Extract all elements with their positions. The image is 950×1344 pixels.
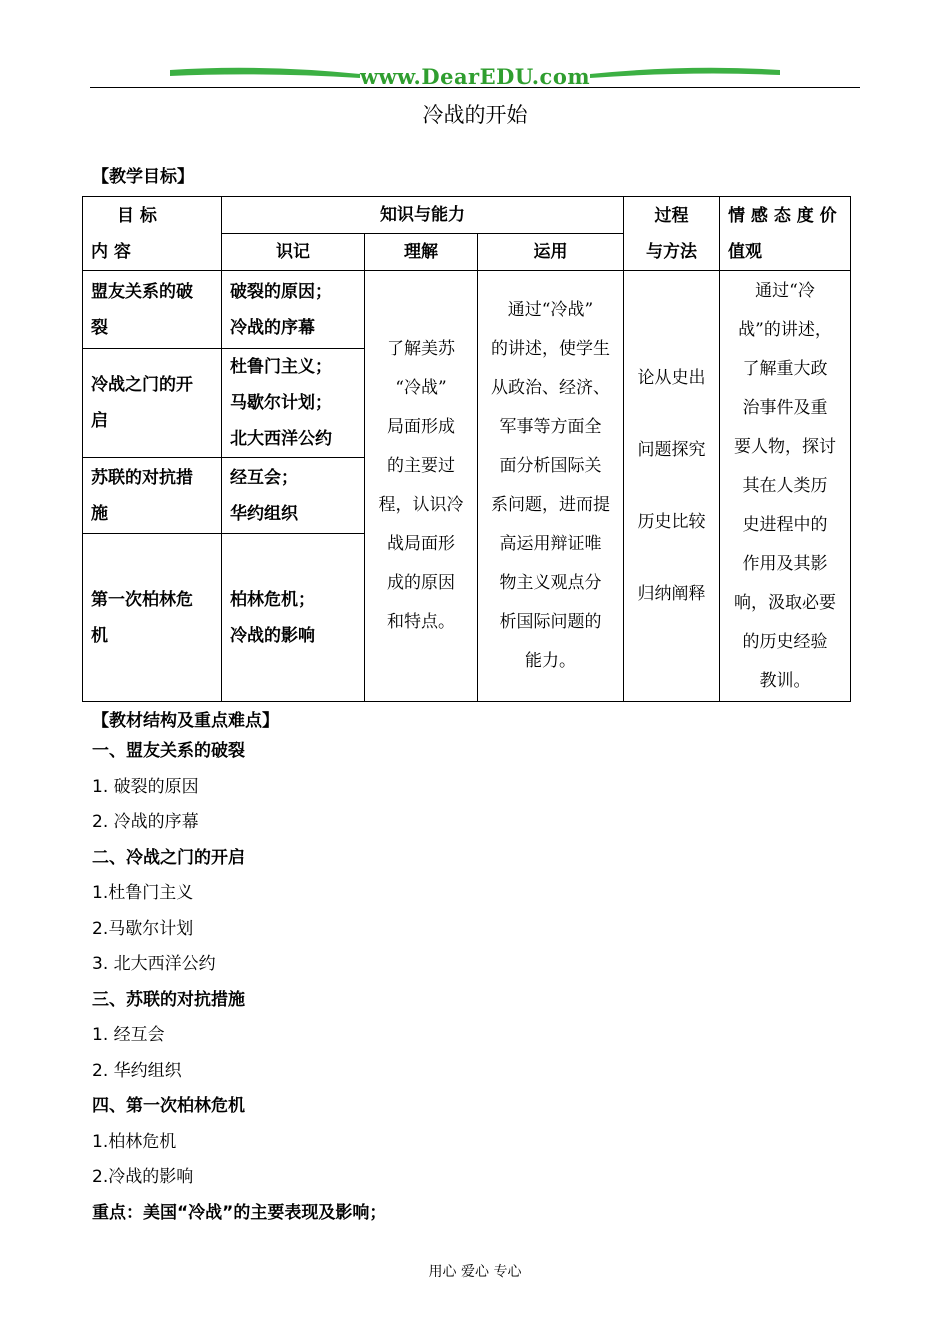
emotion-line: 要人物，探讨 bbox=[734, 436, 836, 457]
topic-line: 裂 bbox=[91, 317, 108, 338]
method-line: 历史比较 bbox=[637, 512, 706, 532]
topic-line: 机 bbox=[91, 625, 108, 646]
key-point-text: 重点：美国“冷战”的主要表现及影响； bbox=[92, 1203, 387, 1223]
recall-line: 杜鲁门主义； bbox=[230, 357, 332, 377]
header-process-line2: 与方法 bbox=[646, 241, 697, 262]
header-apply: 运用 bbox=[478, 234, 624, 271]
understand-line: 战局面形 bbox=[387, 534, 455, 554]
topic-line: 第一次柏林危 bbox=[91, 589, 193, 610]
emotion-line: 通过“冷 bbox=[755, 280, 815, 301]
header-rule bbox=[90, 87, 860, 88]
teaching-goals-table bbox=[82, 196, 851, 702]
topic-line: 施 bbox=[91, 503, 108, 524]
outline-item: 2. 华约组织 bbox=[92, 1060, 182, 1081]
recall-line: 柏林危机； bbox=[230, 589, 315, 610]
emotion-line: 战”的讲述， bbox=[738, 319, 832, 340]
header-emotion bbox=[720, 197, 851, 271]
method-line: 归纳阐释 bbox=[637, 584, 706, 604]
understand-line: 程，认识冷 bbox=[378, 495, 464, 515]
apply-line: 的讲述，使学生 bbox=[491, 339, 610, 359]
header-knowledge: 知识与能力 bbox=[222, 197, 624, 234]
outline-item: 1.柏林危机 bbox=[92, 1131, 177, 1152]
row-recall-4 bbox=[222, 534, 365, 702]
recall-line: 北大西洋公约 bbox=[230, 429, 332, 449]
apply-line: 从政治、经济、 bbox=[491, 378, 610, 398]
header-emotion-line1: 情 感 态 度 价 bbox=[728, 205, 837, 226]
understand-line: “冷战” bbox=[395, 378, 447, 398]
outline-item: 四、第一次柏林危机 bbox=[92, 1096, 245, 1116]
understand-cell bbox=[365, 271, 478, 702]
emotion-line: 其在人类历 bbox=[742, 475, 828, 496]
recall-line: 马歇尔计划； bbox=[230, 393, 332, 413]
understand-line: 局面形成 bbox=[387, 417, 455, 437]
method-line: 问题探究 bbox=[637, 440, 706, 460]
outline-item: 1. 破裂的原因 bbox=[92, 776, 199, 797]
emotion-line: 作用及其影 bbox=[742, 553, 828, 574]
header-recall: 识记 bbox=[222, 234, 365, 271]
page-footer: 用心 爱心 专心 bbox=[428, 1264, 522, 1280]
header-process-line1: 过程 bbox=[654, 205, 689, 226]
topic-line: 冷战之门的开 bbox=[91, 375, 193, 395]
emotion-cell bbox=[720, 271, 851, 702]
understand-line: 了解美苏 bbox=[387, 339, 455, 359]
apply-line: 军事等方面全 bbox=[499, 417, 602, 437]
emotion-line: 史进程中的 bbox=[742, 514, 828, 535]
header-banner bbox=[90, 62, 860, 90]
apply-line: 析国际问题的 bbox=[499, 612, 602, 632]
apply-line: 通过“冷战” bbox=[507, 300, 594, 320]
outline-item: 3. 北大西洋公约 bbox=[92, 954, 216, 974]
emotion-line: 治事件及重 bbox=[742, 397, 828, 418]
header-understand: 理解 bbox=[365, 234, 478, 271]
document-title: 冷战的开始 bbox=[422, 103, 528, 127]
emotion-line: 了解重大政 bbox=[742, 358, 828, 379]
structure-outline bbox=[92, 734, 245, 1196]
corner-top-label: 目 标 bbox=[117, 205, 157, 226]
recall-line: 冷战的影响 bbox=[230, 625, 315, 646]
apply-line: 物主义观点分 bbox=[499, 573, 602, 593]
outline-item: 二、冷战之门的开启 bbox=[92, 847, 245, 868]
apply-cell bbox=[478, 271, 624, 702]
outline-item: 1. 经互会 bbox=[92, 1025, 165, 1045]
apply-line: 系问题，进而提 bbox=[491, 495, 610, 515]
method-line: 论从史出 bbox=[637, 368, 706, 388]
site-logo-text: www.DearEDU.com bbox=[359, 64, 591, 89]
row-topic-2 bbox=[83, 349, 222, 458]
understand-line: 的主要过 bbox=[387, 456, 455, 476]
emotion-line: 教训。 bbox=[759, 670, 811, 691]
section-heading-goals: 【教学目标】 bbox=[92, 167, 194, 187]
apply-line: 高运用辩证唯 bbox=[499, 534, 602, 554]
recall-line: 华约组织 bbox=[230, 503, 298, 524]
recall-line: 冷战的序幕 bbox=[230, 317, 315, 338]
row-recall-1 bbox=[222, 271, 365, 349]
outline-item: 三、苏联的对抗措施 bbox=[92, 989, 245, 1010]
topic-line: 苏联的对抗措 bbox=[91, 467, 193, 488]
apply-line: 能力。 bbox=[525, 651, 576, 671]
table-corner-cell bbox=[83, 197, 222, 271]
row-recall-3 bbox=[222, 458, 365, 534]
method-cell bbox=[624, 271, 720, 702]
row-topic-4 bbox=[83, 534, 222, 702]
outline-item: 1.杜鲁门主义 bbox=[92, 883, 194, 903]
row-topic-1 bbox=[83, 271, 222, 349]
outline-item: 2.马歇尔计划 bbox=[92, 918, 194, 939]
topic-line: 盟友关系的破 bbox=[91, 281, 193, 302]
header-process bbox=[624, 197, 720, 271]
header-emotion-line2: 值观 bbox=[728, 241, 762, 262]
understand-line: 成的原因 bbox=[387, 573, 455, 593]
understand-line: 和特点。 bbox=[387, 612, 455, 632]
section-heading-structure: 【教材结构及重点难点】 bbox=[92, 711, 279, 731]
corner-bottom-label: 内 容 bbox=[91, 241, 131, 262]
recall-line: 经互会； bbox=[230, 467, 298, 488]
outline-item: 2.冷战的影响 bbox=[92, 1167, 194, 1187]
recall-line: 破裂的原因； bbox=[230, 281, 332, 302]
topic-line: 启 bbox=[91, 411, 108, 431]
emotion-line: 的历史经验 bbox=[742, 631, 828, 652]
outline-item: 2. 冷战的序幕 bbox=[92, 812, 199, 832]
row-topic-3 bbox=[83, 458, 222, 534]
row-recall-2 bbox=[222, 349, 365, 458]
emotion-line: 响，汲取必要 bbox=[734, 592, 836, 613]
apply-line: 面分析国际关 bbox=[499, 456, 602, 476]
outline-item: 一、盟友关系的破裂 bbox=[92, 741, 245, 761]
